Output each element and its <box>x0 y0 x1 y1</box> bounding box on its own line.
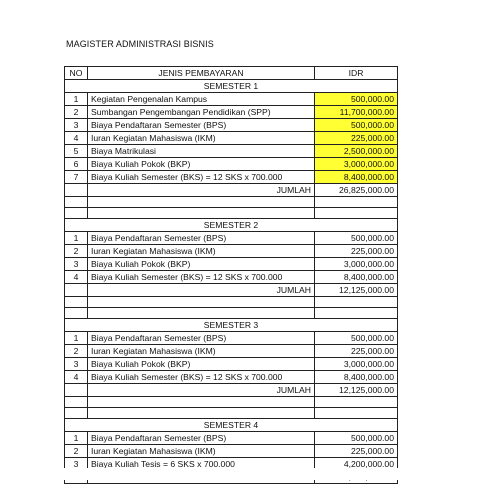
table-row <box>65 432 398 445</box>
row-amount: 500,000.00 <box>315 93 398 106</box>
semester-label: SEMESTER 2 <box>65 219 398 232</box>
row-description: Biaya Kuliah Semester (BKS) = 12 SKS x 700.000 <box>88 171 315 184</box>
table-row <box>65 119 398 132</box>
row-description: Iuran Kegiatan Mahasiswa (IKM) <box>88 132 315 145</box>
row-description: Biaya Kuliah Tesis = 6 SKS x 700.000 <box>88 458 315 471</box>
table-row <box>65 258 398 271</box>
document-title: MAGISTER ADMINISTRASI BISNIS <box>66 39 214 49</box>
payment-sheet <box>64 66 397 484</box>
jumlah-blank <box>65 184 88 197</box>
spacer-cell <box>315 308 398 319</box>
jumlah-amount: 26,825,000.00 <box>315 184 398 197</box>
row-number: 4 <box>65 132 88 145</box>
spacer-cell <box>88 208 315 219</box>
row-amount: 3,000,000.00 <box>315 158 398 171</box>
table-row <box>65 271 398 284</box>
spacer-row <box>65 408 398 419</box>
row-number: 5 <box>65 145 88 158</box>
spacer-cell <box>65 297 88 308</box>
jumlah-label: JUMLAH <box>88 384 315 397</box>
spacer-row <box>65 297 398 308</box>
spacer-cell <box>315 408 398 419</box>
row-amount: 500,000.00 <box>315 119 398 132</box>
row-description: Biaya Kuliah Pokok (BKP) <box>88 358 315 371</box>
jumlah-label: JUMLAH <box>88 284 315 297</box>
row-number: 3 <box>65 458 88 471</box>
spacer-cell <box>88 408 315 419</box>
row-number: 2 <box>65 245 88 258</box>
table-row <box>65 345 398 358</box>
header-amount: IDR <box>315 67 398 80</box>
spacer-row <box>65 197 398 208</box>
row-description: Biaya Pendaftaran Semester (BPS) <box>88 432 315 445</box>
row-description: Biaya Pendaftaran Semester (BPS) <box>88 232 315 245</box>
row-description: Iuran Kegiatan Mahasiswa (IKM) <box>88 445 315 458</box>
table-row <box>65 106 398 119</box>
page-bottom-cutoff <box>0 468 480 480</box>
spacer-cell <box>88 397 315 408</box>
semester-label: SEMESTER 4 <box>65 419 398 432</box>
table-row <box>65 445 398 458</box>
row-amount: 3,000,000.00 <box>315 258 398 271</box>
header-no: NO <box>65 67 88 80</box>
spacer-row <box>65 397 398 408</box>
row-number: 3 <box>65 119 88 132</box>
semester-header-row <box>65 219 398 232</box>
jumlah-amount: 12,125,000.00 <box>315 384 398 397</box>
row-number: 2 <box>65 345 88 358</box>
row-number: 1 <box>65 432 88 445</box>
row-description: Biaya Kuliah Semester (BKS) = 12 SKS x 700.000 <box>88 371 315 384</box>
jumlah-amount: 12,125,000.00 <box>315 284 398 297</box>
row-number: 6 <box>65 158 88 171</box>
row-number: 7 <box>65 171 88 184</box>
table-row <box>65 371 398 384</box>
row-amount: 2,500,000.00 <box>315 145 398 158</box>
spacer-cell <box>315 397 398 408</box>
spacer-cell <box>65 397 88 408</box>
jumlah-row <box>65 284 398 297</box>
payment-table <box>64 66 398 484</box>
spacer-cell <box>315 197 398 208</box>
spacer-cell <box>315 208 398 219</box>
row-number: 3 <box>65 358 88 371</box>
spacer-cell <box>88 297 315 308</box>
semester-header-row <box>65 419 398 432</box>
row-amount: 225,000.00 <box>315 132 398 145</box>
jumlah-blank <box>65 284 88 297</box>
spacer-cell <box>65 208 88 219</box>
row-number: 2 <box>65 445 88 458</box>
row-description: Biaya Kuliah Pokok (BKP) <box>88 258 315 271</box>
header-description: JENIS PEMBAYARAN <box>88 67 315 80</box>
table-row <box>65 358 398 371</box>
row-amount: 225,000.00 <box>315 345 398 358</box>
row-description: Kegiatan Pengenalan Kampus <box>88 93 315 106</box>
semester-label: SEMESTER 3 <box>65 319 398 332</box>
row-amount: 8,400,000.00 <box>315 171 398 184</box>
table-row <box>65 232 398 245</box>
row-description: Iuran Kegiatan Mahasiswa (IKM) <box>88 345 315 358</box>
table-body <box>65 80 398 484</box>
spacer-cell <box>88 197 315 208</box>
table-row <box>65 245 398 258</box>
table-row <box>65 145 398 158</box>
semester-label: SEMESTER 1 <box>65 80 398 93</box>
table-row <box>65 332 398 345</box>
row-description: Biaya Kuliah Pokok (BKP) <box>88 158 315 171</box>
row-amount: 500,000.00 <box>315 332 398 345</box>
table-header-row <box>65 67 398 80</box>
row-amount: 3,000,000.00 <box>315 358 398 371</box>
row-amount: 4,200,000.00 <box>315 458 398 471</box>
row-number: 1 <box>65 93 88 106</box>
row-amount: 225,000.00 <box>315 445 398 458</box>
spacer-cell <box>65 308 88 319</box>
row-description: Biaya Matrikulasi <box>88 145 315 158</box>
row-amount: 500,000.00 <box>315 432 398 445</box>
row-description: Iuran Kegiatan Mahasiswa (IKM) <box>88 245 315 258</box>
row-number: 3 <box>65 258 88 271</box>
row-number: 4 <box>65 271 88 284</box>
jumlah-blank <box>65 384 88 397</box>
table-row <box>65 132 398 145</box>
table-row <box>65 93 398 106</box>
spacer-row <box>65 208 398 219</box>
spacer-row <box>65 308 398 319</box>
row-description: Biaya Pendaftaran Semester (BPS) <box>88 119 315 132</box>
row-description: Biaya Pendaftaran Semester (BPS) <box>88 332 315 345</box>
spacer-cell <box>65 408 88 419</box>
row-number: 2 <box>65 106 88 119</box>
row-number: 1 <box>65 332 88 345</box>
semester-header-row <box>65 319 398 332</box>
table-row <box>65 171 398 184</box>
row-amount: 11,700,000.00 <box>315 106 398 119</box>
spacer-cell <box>88 308 315 319</box>
spacer-cell <box>65 197 88 208</box>
row-description: Sumbangan Pengembangan Pendidikan (SPP) <box>88 106 315 119</box>
spacer-cell <box>315 297 398 308</box>
semester-header-row <box>65 80 398 93</box>
table-row <box>65 158 398 171</box>
jumlah-row <box>65 384 398 397</box>
row-number: 1 <box>65 232 88 245</box>
row-amount: 500,000.00 <box>315 232 398 245</box>
row-amount: 225,000.00 <box>315 245 398 258</box>
jumlah-label: JUMLAH <box>88 184 315 197</box>
jumlah-row <box>65 184 398 197</box>
row-amount: 8,400,000.00 <box>315 371 398 384</box>
row-amount: 8,400,000.00 <box>315 271 398 284</box>
row-description: Biaya Kuliah Semester (BKS) = 12 SKS x 700.000 <box>88 271 315 284</box>
row-number: 4 <box>65 371 88 384</box>
